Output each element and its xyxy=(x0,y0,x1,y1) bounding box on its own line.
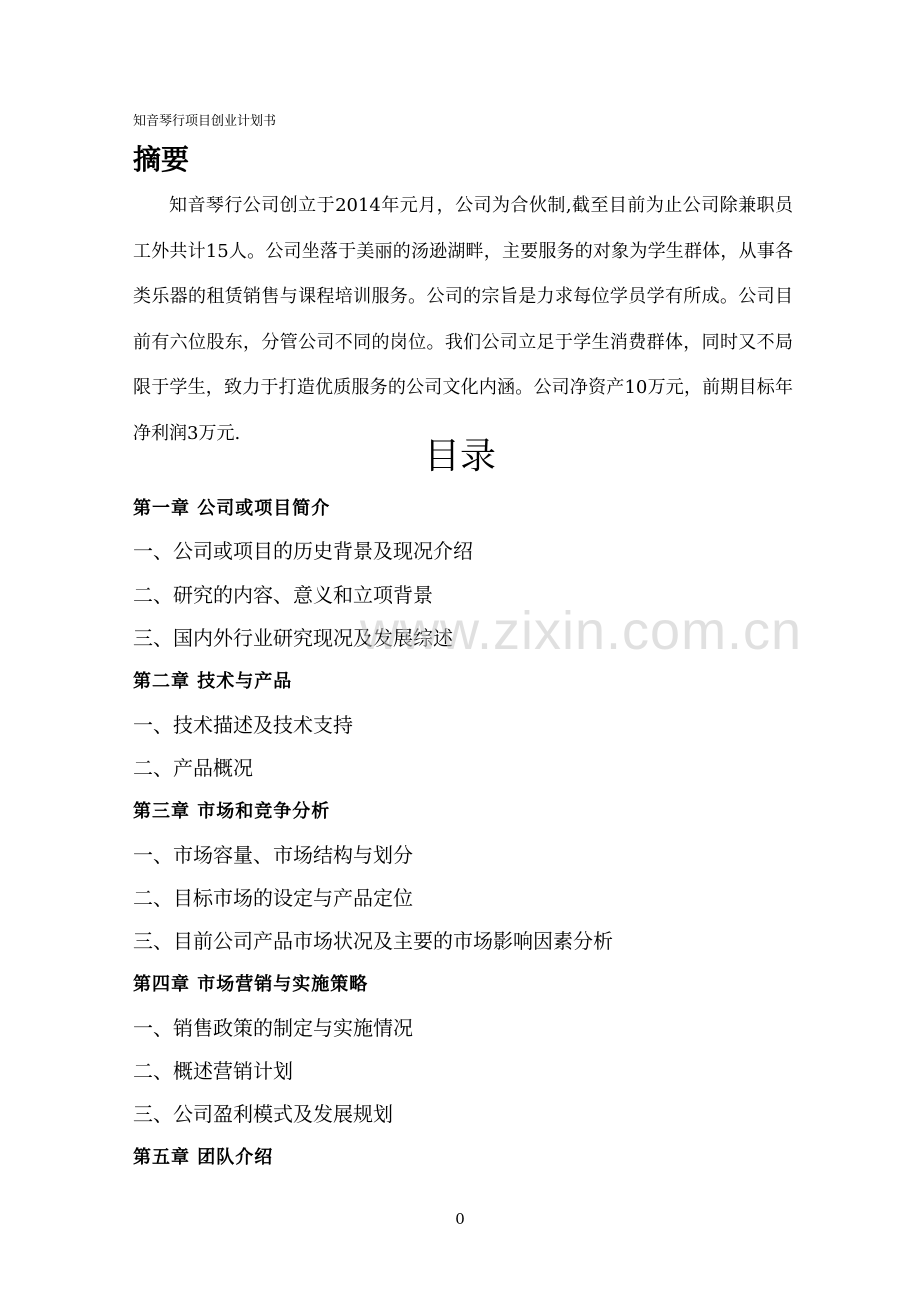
toc-section-3-3[interactable]: 三、目前公司产品市场状况及主要的市场影响因素分析 xyxy=(133,929,613,954)
toc-section-3-2[interactable]: 二、目标市场的设定与产品定位 xyxy=(133,885,413,910)
toc-heading: 目录 xyxy=(423,436,496,477)
toc-chapter-2[interactable]: 第二章 技术与产品 xyxy=(133,670,293,692)
toc-section-1-1[interactable]: 一、公司或项目的历史背景及现况介绍 xyxy=(133,539,473,564)
toc-chapter-4[interactable]: 第四章 市场营销与实施策略 xyxy=(133,973,369,995)
toc-section-2-2[interactable]: 二、产品概况 xyxy=(133,755,253,780)
toc-section-4-1[interactable]: 一、销售政策的制定与实施情况 xyxy=(133,1015,413,1040)
toc-section-4-2[interactable]: 二、概述营销计划 xyxy=(133,1059,293,1083)
toc-section-4-3[interactable]: 三、公司盈利模式及发展规划 xyxy=(133,1102,393,1127)
toc-section-1-3[interactable]: 三、国内外行业研究现况及发展综述 xyxy=(133,626,453,651)
abstract-paragraph: 知音琴行公司创立于2014年元月，公司为合伙制,截至目前为止公司除兼职员工外共计15人。公司坐落于美丽的汤逊湖畔，主要服务的对象为学生群体，从事各类乐器的租赁销售与课程培训服务。公司的宗旨是力求每位学员学有所成。公司目前有六位股东，分管公司不同的岗位。我们公司立足于学生消费群体，同时又不局限于学生，致力于打造优质服务的公司文化内涵。公司净资产10万元，前期目标年净利润3万元. xyxy=(133,195,793,444)
toc-section-3-1[interactable]: 一、市场容量、市场结构与划分 xyxy=(133,842,413,867)
toc-chapter-5[interactable]: 第五章 团队介绍 xyxy=(133,1147,274,1169)
toc-list xyxy=(133,485,813,1178)
watermark: www.zixin.com.cn xyxy=(360,601,803,661)
toc-chapter-3[interactable]: 第三章 市场和竞争分析 xyxy=(133,800,331,822)
toc-chapter-1[interactable]: 第一章 公司或项目简介 xyxy=(133,497,331,519)
page-number: 0 xyxy=(455,1210,465,1228)
document-header-title: 知音琴行项目创业计划书 xyxy=(133,114,277,129)
toc-section-2-1[interactable]: 一、技术描述及技术支持 xyxy=(133,712,353,737)
toc-section-1-2[interactable]: 二、研究的内容、意义和立项背景 xyxy=(133,582,433,607)
abstract-heading: 摘要 xyxy=(133,143,190,176)
